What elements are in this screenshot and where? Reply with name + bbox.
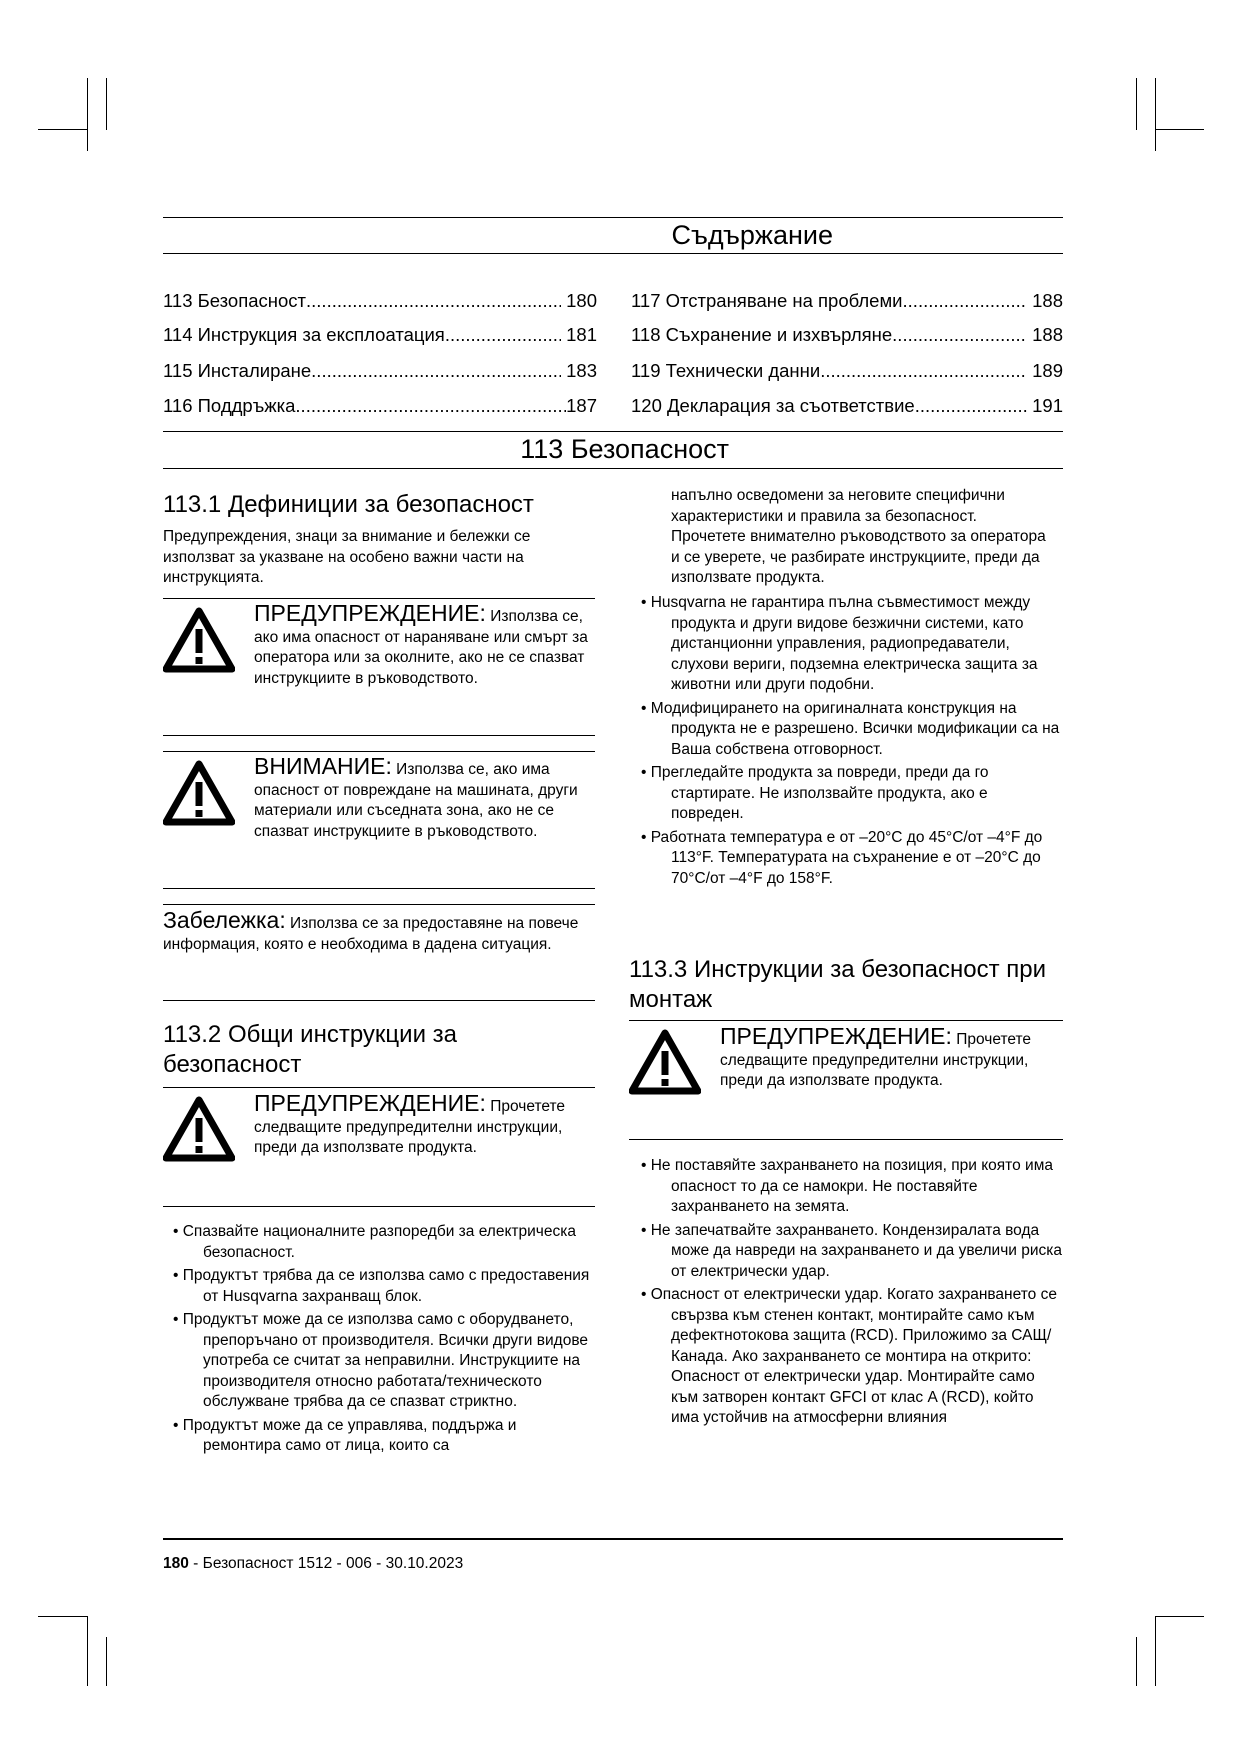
note-text: Използва се за предоставяне на повече информация, която е необходима в дадена ситуация. [163,915,579,953]
note-callout [163,907,583,955]
caution-triangle-icon [163,760,235,826]
section-heading-113-3: 113.3 Инструкции за безопасност при монтаж [629,956,1046,1013]
toc-entry[interactable]: 117 Отстраняване на проблеми ..... 188 [631,290,1063,312]
toc-entry[interactable]: 114 Инструкция за експлоатация ..... 181 [163,324,597,346]
list-item: • Не поставяйте захранването на позиция, при която има опасност то да се намокри. Не поставяйте захранването на земята. [631,1156,1063,1218]
caution-text: Използва се, ако има опасност от повреждане на машината, други материали или съседната зона, ако не се спазват инструкциите в ръководството. [254,761,578,840]
toc-entry[interactable]: 116 Поддръжка ..... 187 [163,395,597,417]
warning-title: ПРЕДУПРЕЖДЕНИЕ: [254,600,486,626]
toc-title: Съдържание [671,220,833,250]
section-heading-113-1: 113.1 Дефиниции за безопасност [163,491,534,518]
warning-triangle-icon [163,607,235,673]
toc-entry[interactable]: 118 Съхранение и изхвърляне ..... 188 [631,324,1063,346]
list-item: • Продуктът трябва да се използва само с предоставения от Husqvarna захранващ блок. [163,1266,595,1307]
caution-title: ВНИМАНИЕ: [254,753,392,779]
list-item: • Спазвайте националните разпоредби за електрическа безопасност. [163,1222,595,1263]
caution-callout [254,753,594,842]
list-item: • Прегледайте продукта за повреди, преди да го стартирате. Не използвайте продукта, ако е повреден. [631,763,1063,825]
warning-triangle-icon [163,1096,235,1162]
toc-entry[interactable]: 119 Технически данни ..... 189 [631,360,1063,382]
general-safety-list-left [163,1222,595,1460]
list-item: • Продуктът може да се управлява, поддържа и ремонтира само от лица, които са [163,1416,595,1457]
chapter-title: 113 Безопасност [520,434,729,464]
toc-entry[interactable]: 115 Инсталиране ..... 183 [163,360,597,382]
list-item: • Модифицирането на оригиналната конструкция на продукта не е разрешено. Всички модификации са на Ваша собствена отговорност. [631,699,1063,761]
list-item: • Husqvarna не гарантира пълна съвместимост между продукта и други видове безжични системи, като дистанционни управления, радиопредаватели, слухови вериги, подземна електрическа защита за животни или други подобни. [631,593,1063,696]
page-footer [163,1555,463,1573]
warning-text: Прочетете следващите предупредителни инструкции, преди да използвате продукта. [720,1031,1032,1089]
list-item: • Работната температура е от –20°C до 45°C/от –4°F до 113°F. Температурата на съхранение е от –20°C до 70°C/от –4°F до 158°F. [631,828,1063,890]
list-item-continuation: напълно осведомени за неговите специфични характеристики и правила за безопасност. Прочетете внимателно ръководството за оператора и се уверете, че разбирате инструкциите, преди да използвате продукта. [671,487,1046,586]
page-number: 180 [163,1555,189,1572]
warning-callout [254,600,594,689]
footer-text: - Безопасност 1512 - 006 - 30.10.2023 [188,1555,464,1572]
warning-text: Прочетете следващите предупредителни инструкции, преди да използвате продукта. [254,1098,566,1156]
list-item: • Не запечатвайте захранването. Кондензиралата вода може да навреди на захранването и да увеличи риска от електрически удар. [631,1221,1063,1283]
section-heading-113-2: 113.2 Общи инструкции за безопасност [163,1021,457,1078]
warning-title: ПРЕДУПРЕЖДЕНИЕ: [254,1090,486,1116]
list-item: • Продуктът може да се използва само с оборудването, препоръчано от производителя. Всички други видове употреба се считат за неправилни. Инструкциите на производителя относно работата/техническото обслужване трябва да се спазват стриктно. [163,1310,595,1413]
general-warning-callout [254,1090,596,1159]
install-safety-list [631,1156,1063,1432]
warning-triangle-icon [629,1029,701,1095]
install-warning-callout [720,1023,1066,1092]
toc-entry[interactable]: 113 Безопасност ..... 180 [163,290,597,312]
warning-title: ПРЕДУПРЕЖДЕНИЕ: [720,1023,952,1049]
list-item: • Опасност от електрически удар. Когато захранването се свързва към стенен контакт, монтирайте само към дефектнотокова защита (RCD). Приложимо за САЩ/Канада. Ако захранването се монтира на открито: Опасност от електрически удар. Монтирайте само към затворен контакт GFCI от клас A (RCD), който има устойчив на атмосферни влияния [631,1285,1063,1429]
note-title: Забележка: [163,907,286,933]
general-safety-list-right [631,593,1063,892]
warning-text: Използва се, ако има опасност от нараняване или смърт за оператора или за околните, ако не се спазват инструкциите в ръководството. [254,608,588,687]
toc-entry[interactable]: 120 Декларация за съответствие ..... 191 [631,395,1063,417]
section-intro: Предупреждения, знаци за внимание и бележки се използват за указване на особено важни части на инструкцията. [163,528,531,586]
